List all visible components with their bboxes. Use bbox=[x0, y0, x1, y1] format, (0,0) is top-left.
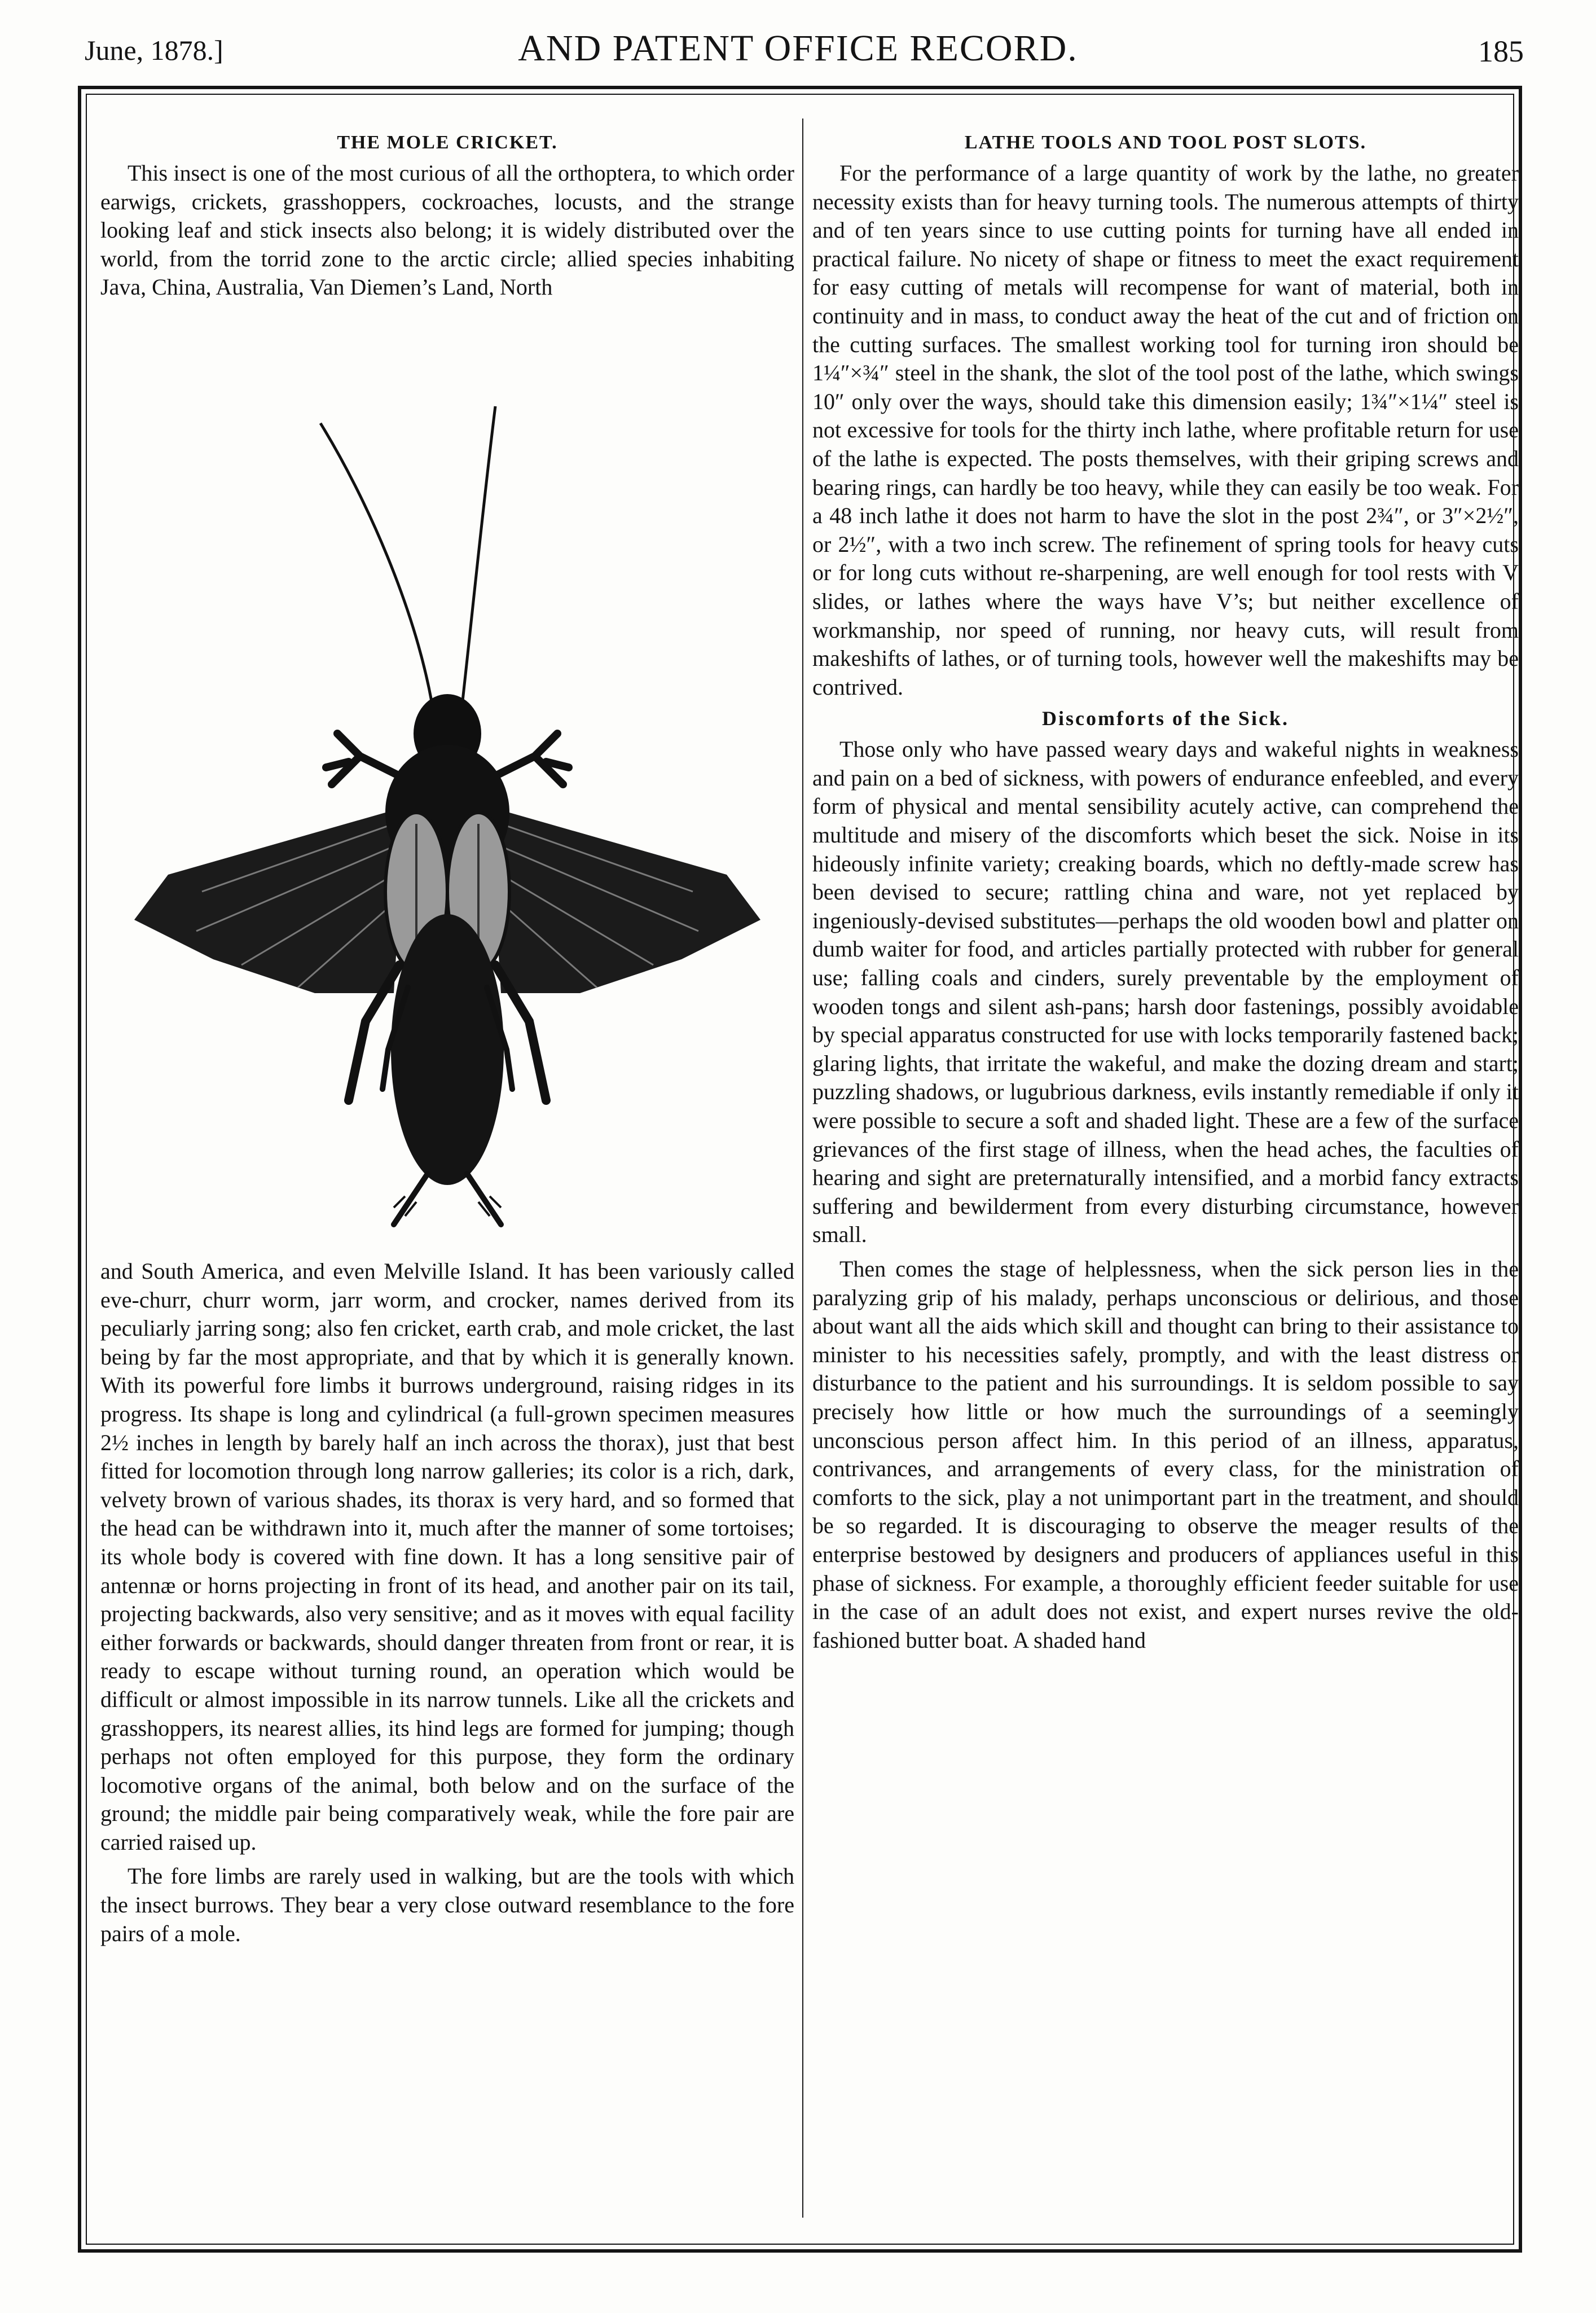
journal-title: AND PATENT OFFICE RECORD. bbox=[518, 28, 1078, 69]
article-paragraph: The fore limbs are rarely used in walking, but are the tools with which the insect burrows. They bear a very close outward resemblance to the fore pairs of a mole. bbox=[100, 1863, 794, 1946]
mole-cricket-icon bbox=[100, 395, 794, 1241]
left-column-top bbox=[100, 129, 794, 302]
article-paragraph: This insect is one of the most curious of all the orthoptera, to which order earwigs, crickets, grasshoppers, cockroaches, locusts, and the strange looking leaf and stick insects also belong; it is widely distributed over the world, from the torrid zone to the arctic circle; allied species inhabiting Java, China, Australia, Van Diemen’s Land, North bbox=[100, 160, 794, 300]
article-heading-mole-cricket: THE MOLE CRICKET. bbox=[337, 132, 558, 153]
article-paragraph: Then comes the stage of helplessness, when the sick person lies in the paralyzing grip of his malady, perhaps unconscious or delirious, and those about want all the aids which skill and thought can bring to their assistance to minister to his necessities safely, promptly, and with the least distress or disturbance to the patient and his surroundings. It is seldom possible to say precisely how little or how much the surroundings of a seemingly unconscious person affect him. In this period of an illness, apparatus, contrivances, and arrangements of every class, for the ministration of comforts to the sick, play a not unimportant part in the treatment, and should be so regarded. It is discouraging to observe the meager results of the enterprise bestowed by designers and producers of appliances useful in this phase of sickness. For example, a thoroughly efficient feeder suitable for use in the case of an adult does not exist, and expert nurses revive the old-fashioned butter boat. A shaded hand bbox=[812, 1256, 1519, 1653]
left-column-bottom bbox=[100, 1257, 794, 1948]
right-column bbox=[812, 129, 1519, 1654]
page-number: 185 bbox=[1478, 34, 1524, 68]
column-divider bbox=[802, 118, 803, 2218]
article-paragraph: For the performance of a large quantity of work by the lathe, no greater necessity exists than for heavy turning tools. The numerous attempts of thirty and of ten years since to use cutting points for turning have all ended in practical failure. No nicety of shape or fitness to meet the exact requirement for easy cutting of metals will recompense for want of material, both in continuity and in mass, to conduct away the heat of the cut and of friction on the cutting surfaces. The smallest working tool for turning iron should be 1¼″×¾″ steel in the shank, the slot of the tool post of the lathe, which swings 10″ only over the ways, should take this dimension easily; 1¾″×1¼″ steel is not excessive for tools for the thirty inch lathe, where profitable return for use of the lathe is expected. The posts themselves, with their griping screws and bearing rings, can hardly be too heavy, while they can easily be too weak. For a 48 inch lathe it does not harm to have the slot in the post 2¾″, or 3″×2½″, or 2½″, with a two inch screw. The refinement of spring tools for heavy cuts or for long cuts without re-sharpening, are well enough for tool rests with V slides, or lathes where the ways have V’s; but neither excellence of workmanship, nor speed of running, nor heavy cuts, will result from makeshifts of lathes, or of turning tools, however well the makeshifts may be contrived. bbox=[812, 160, 1519, 700]
article-heading-lathe-tools: LATHE TOOLS AND TOOL POST SLOTS. bbox=[964, 132, 1367, 153]
article-heading-discomforts: Discomforts of the Sick. bbox=[1042, 707, 1289, 730]
article-paragraph: Those only who have passed weary days and wakeful nights in weakness and pain on a bed of sickness, with powers of endurance enfeebled, and every form of physical and mental sensibility acutely active, can comprehend the multitude and misery of the discomforts which beset the sick. Noise in its hideously infinite variety; creaking boards, which no deftly-made screw has been devised to secure; rattling china and ware, not yet replaced by ingeniously-devised substitutes—perhaps the old wooden bowl and platter on dumb waiter for food, and articles partially protected with rubber for general use; falling coals and cinders, surely preventable by the employment of wooden tongs and silent ash-pans; harsh door fastenings, possibly avoidable by special apparatus constructed for use with locks temporarily fastened back; glaring lights, that irritate the wakeful, and make the dozing dream and start; puzzling shadows, or lugubrious darkness, evils instantly remediable if only it were possible to secure a soft and shaded light. These are a few of the surface grievances of the first stage of illness, when the head aches, the faculties of hearing and sight are preternaturally intensified, and a morbid fancy extracts suffering and bewilderment from every disturbing circumstance, however small. bbox=[812, 736, 1519, 1248]
issue-date: June, 1878.] bbox=[85, 34, 223, 66]
article-paragraph: and South America, and even Melville Island. It has been variously called eve-churr, churr worm, jarr worm, and crocker, names derived from its peculiarly jarring song; also fen cricket, earth crab, and mole cricket, the last being by far the most appropriate, and that by which it is generally known. With its powerful fore limbs it burrows underground, raising ridges in its progress. Its shape is long and cylindrical (a full-grown specimen measures 2½ inches in length by barely half an inch across the thorax), just that best fitted for locomotion through long narrow galleries; its color is a rich, dark, velvety brown of various shades, its thorax is very hard, and so formed that the head can be withdrawn into it, much after the manner of some tortoises; its whole body is covered with fine down. It has a long sensitive pair of antennæ or horns projecting in front of its head, and another pair on its tail, projecting backwards, also very sensitive; and as it moves with equal facility either forwards or backwards, should danger threaten from front or rear, it is ready to escape without turning round, an operation which would be difficult or almost impossible in its narrow tunnels. Like all the crickets and grasshoppers, its nearest allies, its hind legs are formed for jumping; though perhaps not often employed for this purpose, they form the ordinary locomotive organs of the animal, both below and on the surface of the ground; the middle pair being comparatively weak, while the fore pair are carried raised up. bbox=[100, 1258, 794, 1855]
running-head bbox=[0, 27, 1596, 72]
mole-cricket-illustration bbox=[100, 395, 794, 1241]
